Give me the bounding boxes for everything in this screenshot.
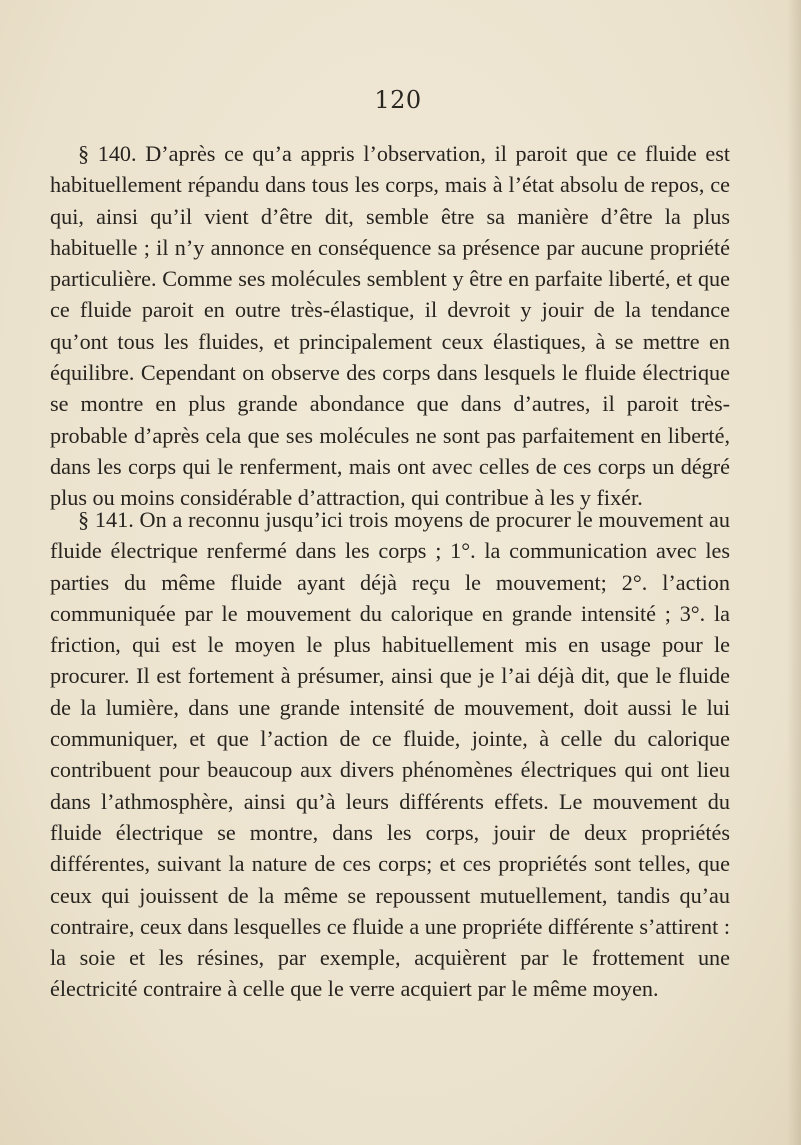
section-140 bbox=[50, 138, 730, 514]
section-141 bbox=[50, 504, 730, 1005]
paragraph-140: § 140. D’après ce qu’a appris l’observation, il paroit que ce fluide est habituellement répandu dans tous les corps, mais à l’état absolu de repos, ce qui, ainsi qu’il vient d’être dit, semble être sa manière d’être la plus habituelle ; il n’y annonce en conséquence sa présence par aucune propriété particulière. Comme ses molécules semblent y être en parfaite liberté, et que ce fluide paroit en outre très-élastique, il devroit y jouir de la tendance qu’ont tous les fluides, et principalement ceux élastiques, à se mettre en équilibre. Cependant on observe des corps dans lesquels le fluide électrique se montre en plus grande abondance que dans d’autres, il paroit très-probable d’après cela que ses molécules ne sont pas parfaitement en liberté, dans les corps qui le renferment, mais ont avec celles de ces corps un dégré plus ou moins considérable d’attraction, qui contribue à les y fixér. bbox=[50, 141, 730, 511]
paragraph-141: § 141. On a reconnu jusqu’ici trois moyens de procurer le mouvement au fluide électrique renfermé dans les corps ; 1°. la communication avec les parties du même fluide ayant déjà reçu le mouvement; 2°. l’action communiquée par le mouvement du calorique en grande intensité ; 3°. la friction, qui est le moyen le plus habituellement mis en usage pour le procurer. Il est fortement à présumer, ainsi que je l’ai déjà dit, que le fluide de la lumière, dans une grande intensité de mouvement, doit aussi le lui communiquer, et que l’action de ce fluide, jointe, à celle du calorique contribuent pour beaucoup aux divers phénomènes électriques qui ont lieu dans l’athmosphère, ainsi qu’à leurs différents effets. Le mouvement du fluide électrique se montre, dans les corps, jouir de deux propriétés différentes, suivant la nature de ces corps; et ces propriétés sont telles, que ceux qui jouissent de la même se repoussent mutuellement, tandis qu’au contraire, ceux dans lesquelles ce fluide a une propriéte différente s’attirent : la soie et les résines, par exemple, acquièrent par le frottement une électricité contraire à celle que le verre acquiert par le même moyen. bbox=[50, 507, 730, 1002]
page-edge-shadow bbox=[787, 0, 801, 1145]
page-number: 120 bbox=[374, 86, 422, 114]
